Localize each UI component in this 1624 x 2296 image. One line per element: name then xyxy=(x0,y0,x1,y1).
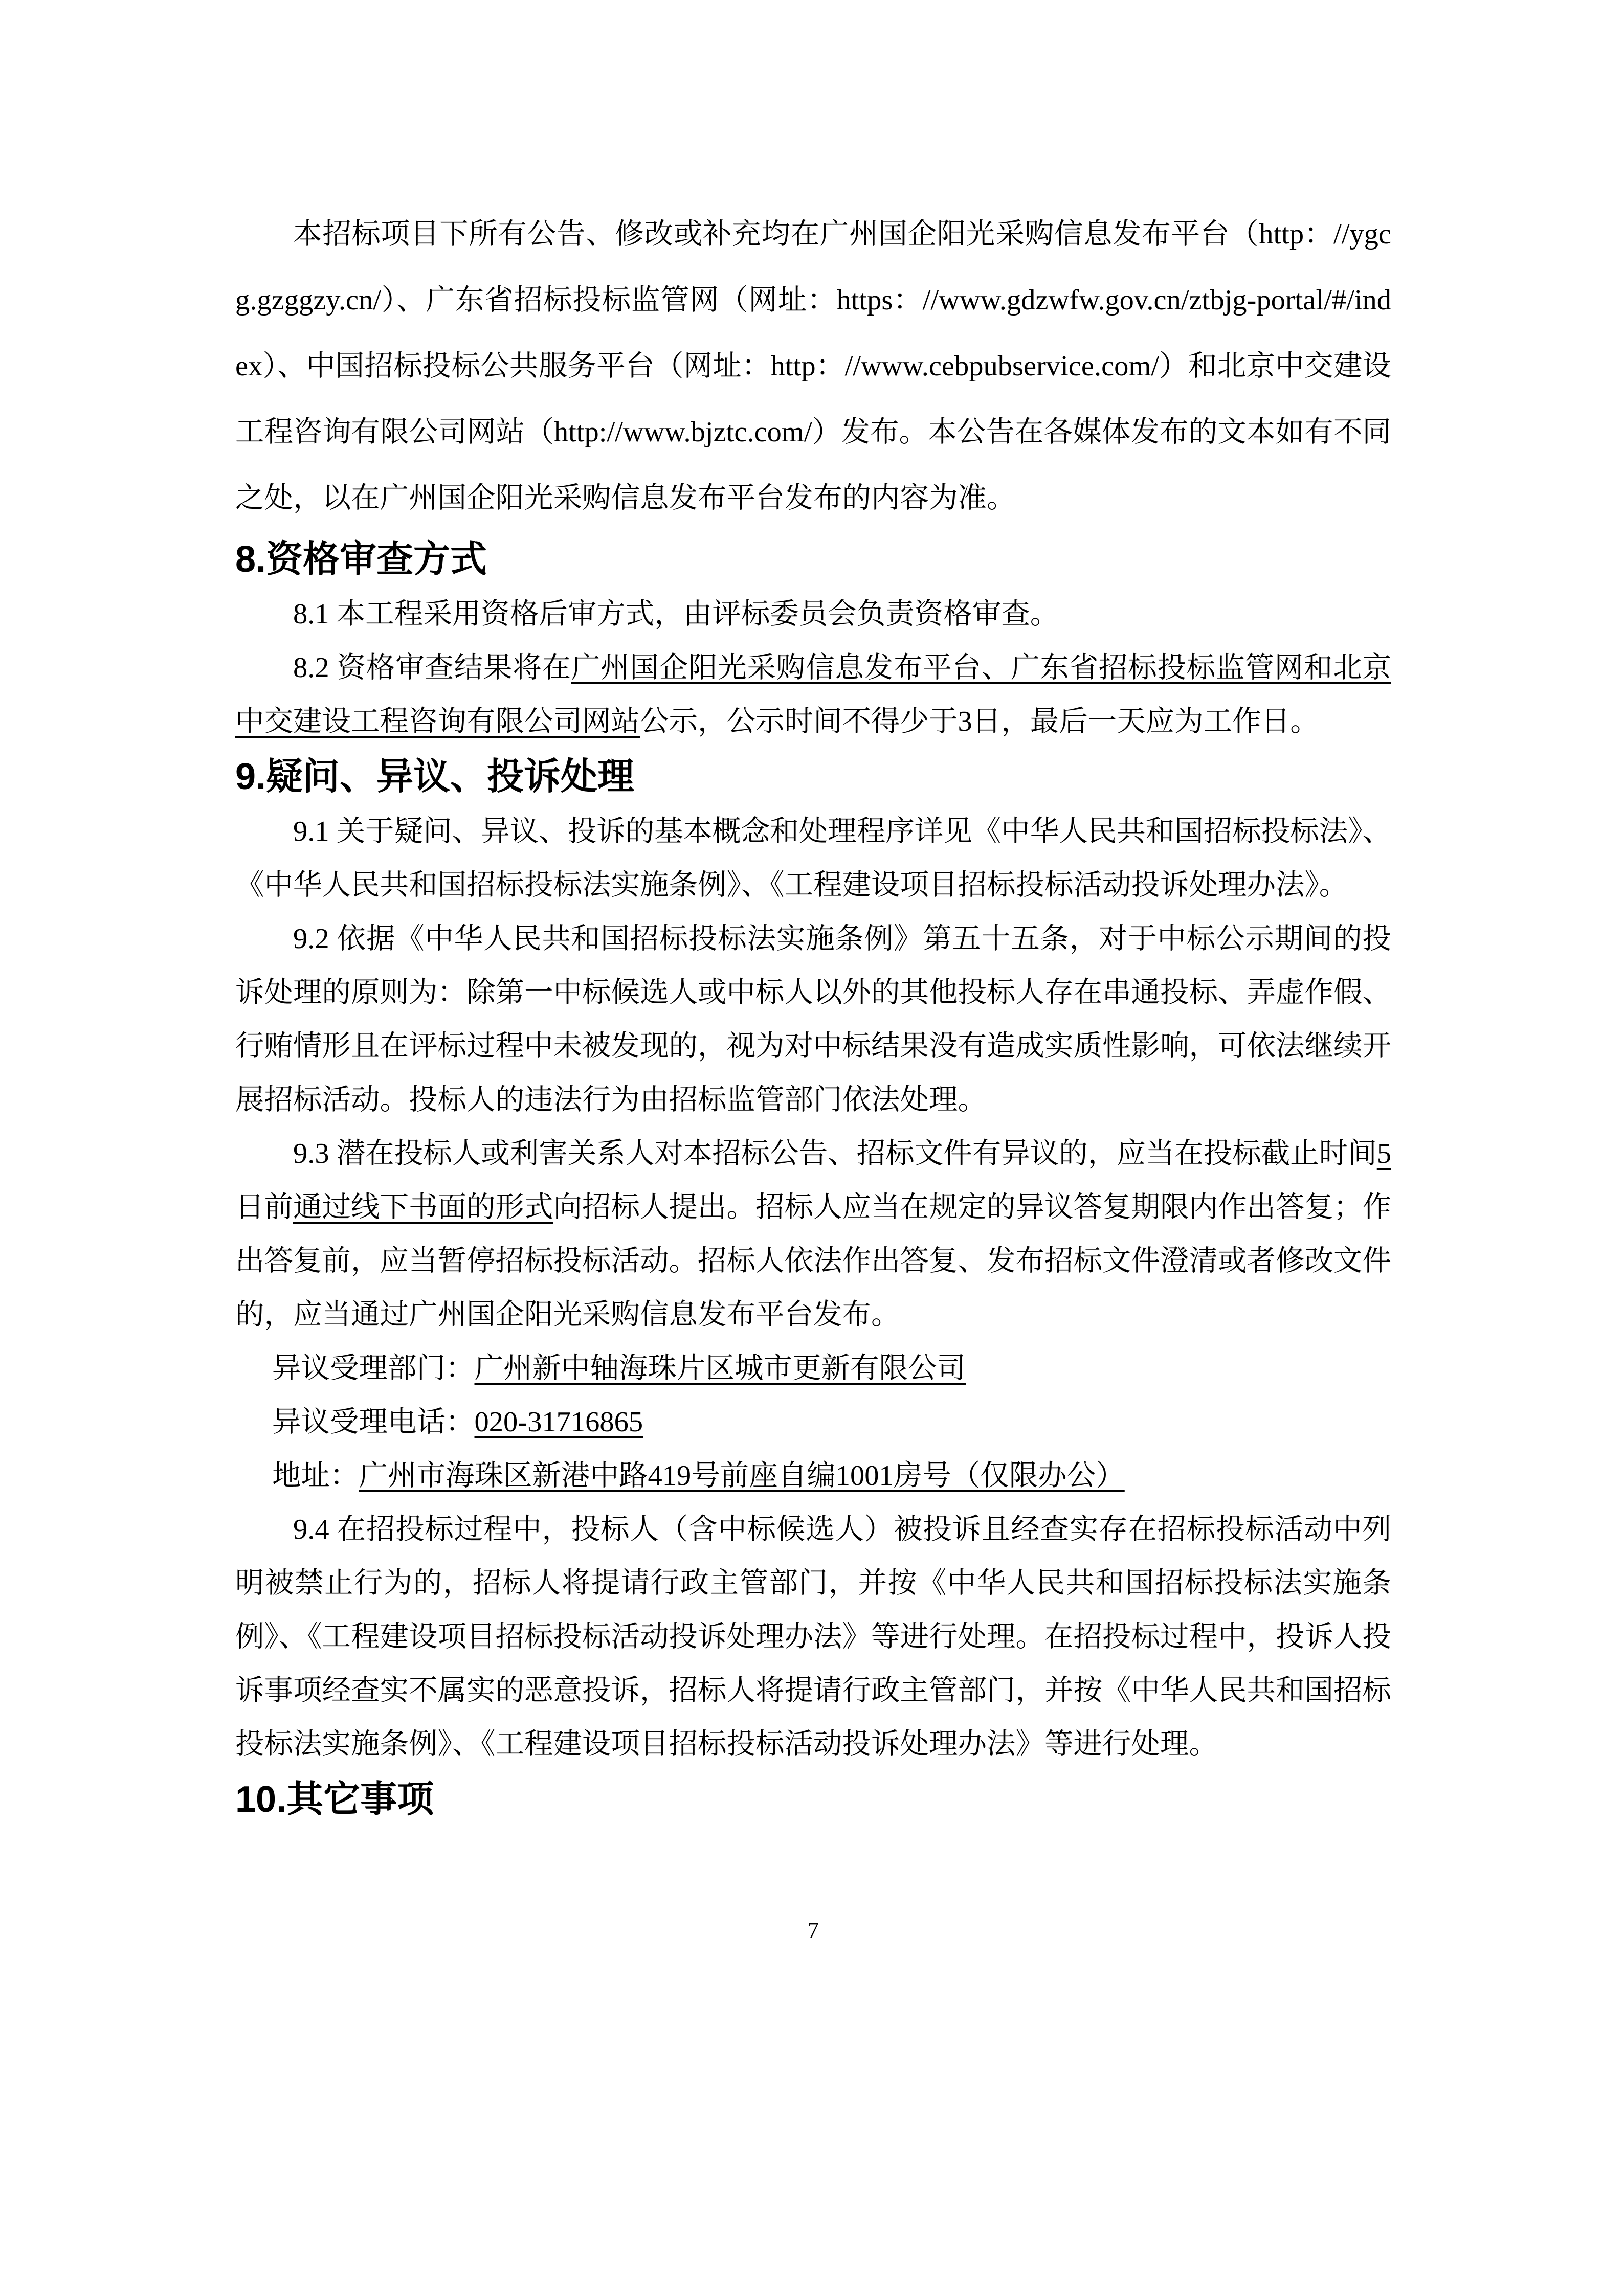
paragraph-9-3: 9.3 潜在投标人或利害关系人对本招标公告、招标文件有异议的，应当在投标截止时间5日前通过线下书面的形式向招标人提出。招标人应当在规定的异议答复期限内作出答复；作出答复前，应当暂停招标投标活动。招标人依法作出答复、发布招标文件澄清或者修改文件的，应当通过广州国企阳光采购信息发布平台发布。 xyxy=(235,1138,1391,1331)
section-9-heading: 9.疑问、异议、投诉处理 xyxy=(235,756,635,797)
objection-department-value: 广州新中轴海珠片区城市更新有限公司 xyxy=(474,1353,966,1384)
objection-phone-value: 020-31716865 xyxy=(474,1406,643,1438)
paragraph-9-4: 9.4 在招投标过程中，投标人（含中标候选人）被投诉且经查实存在招标投标活动中列明被禁止行为的，招标人将提请行政主管部门，并按《中华人民共和国招标投标法实施条例》、《工程建设项目招标投标活动投诉处理办法》等进行处理。在招投标过程中，投诉人投诉事项经查实不属实的恶意投诉，招标人将提请行政主管部门，并按《中华人民共和国招标投标法实施条例》、《工程建设项目招标投标活动投诉处理办法》等进行处理。 xyxy=(235,1514,1391,1760)
address-label: 地址： xyxy=(272,1460,359,1492)
section-10-heading: 10.其它事项 xyxy=(235,1779,434,1820)
paragraph-8-2: 8.2 资格审查结果将在广州国企阳光采购信息发布平台、广东省招标投标监管网和北京中交建设工程咨询有限公司网站公示，公示时间不得少于3日，最后一天应为工作日。 xyxy=(235,652,1391,737)
page-footer xyxy=(235,1916,1391,1945)
paragraph-9-1: 9.1 关于疑问、异议、投诉的基本概念和处理程序详见《中华人民共和国招标投标法》、《中华人民共和国招标投标法实施条例》、《工程建设项目招标投标活动投诉处理办法》。 xyxy=(235,816,1391,901)
address-line xyxy=(235,1449,1391,1503)
address-value: 广州市海珠区新港中路419号前座自编1001房号（仅限办公） xyxy=(359,1460,1125,1492)
objection-department-line xyxy=(235,1342,1391,1395)
objection-department-label: 异议受理部门： xyxy=(272,1353,475,1384)
objection-phone-label: 异议受理电话： xyxy=(272,1406,475,1438)
paragraph-9-2: 9.2 依据《中华人民共和国招标投标法实施条例》第五十五条，对于中标公示期间的投诉处理的原则为：除第一中标候选人或中标人以外的其他投标人存在串通投标、弄虚作假、行贿情形且在评标过程中未被发现的，视为对中标结果没有造成实质性影响，可依法继续开展招标活动。投标人的违法行为由招标监管部门依法处理。 xyxy=(235,923,1391,1116)
page-number: 7 xyxy=(808,1918,819,1943)
section-8-heading: 8.资格审查方式 xyxy=(235,539,487,580)
intro-paragraph: 本招标项目下所有公告、修改或补充均在广州国企阳光采购信息发布平台（http：//ygcg.gzggzy.cn/）、广东省招标投标监管网（网址：https：//www.gdzwfw.gov.cn/ztbjg-portal/#/index）、中国招标投标公共服务平台（网址：http：//www.cebpubservice.com/）和北京中交建设工程咨询有限公司网站（http://www.bjztc.com/）发布。本公告在各媒体发布的文本如有不同之处，以在广州国企阳光采购信息发布平台发布的内容为准。 xyxy=(235,218,1391,514)
objection-phone-line xyxy=(235,1395,1391,1449)
paragraph-8-1: 8.1 本工程采用资格后审方式，由评标委员会负责资格审查。 xyxy=(293,598,1059,630)
